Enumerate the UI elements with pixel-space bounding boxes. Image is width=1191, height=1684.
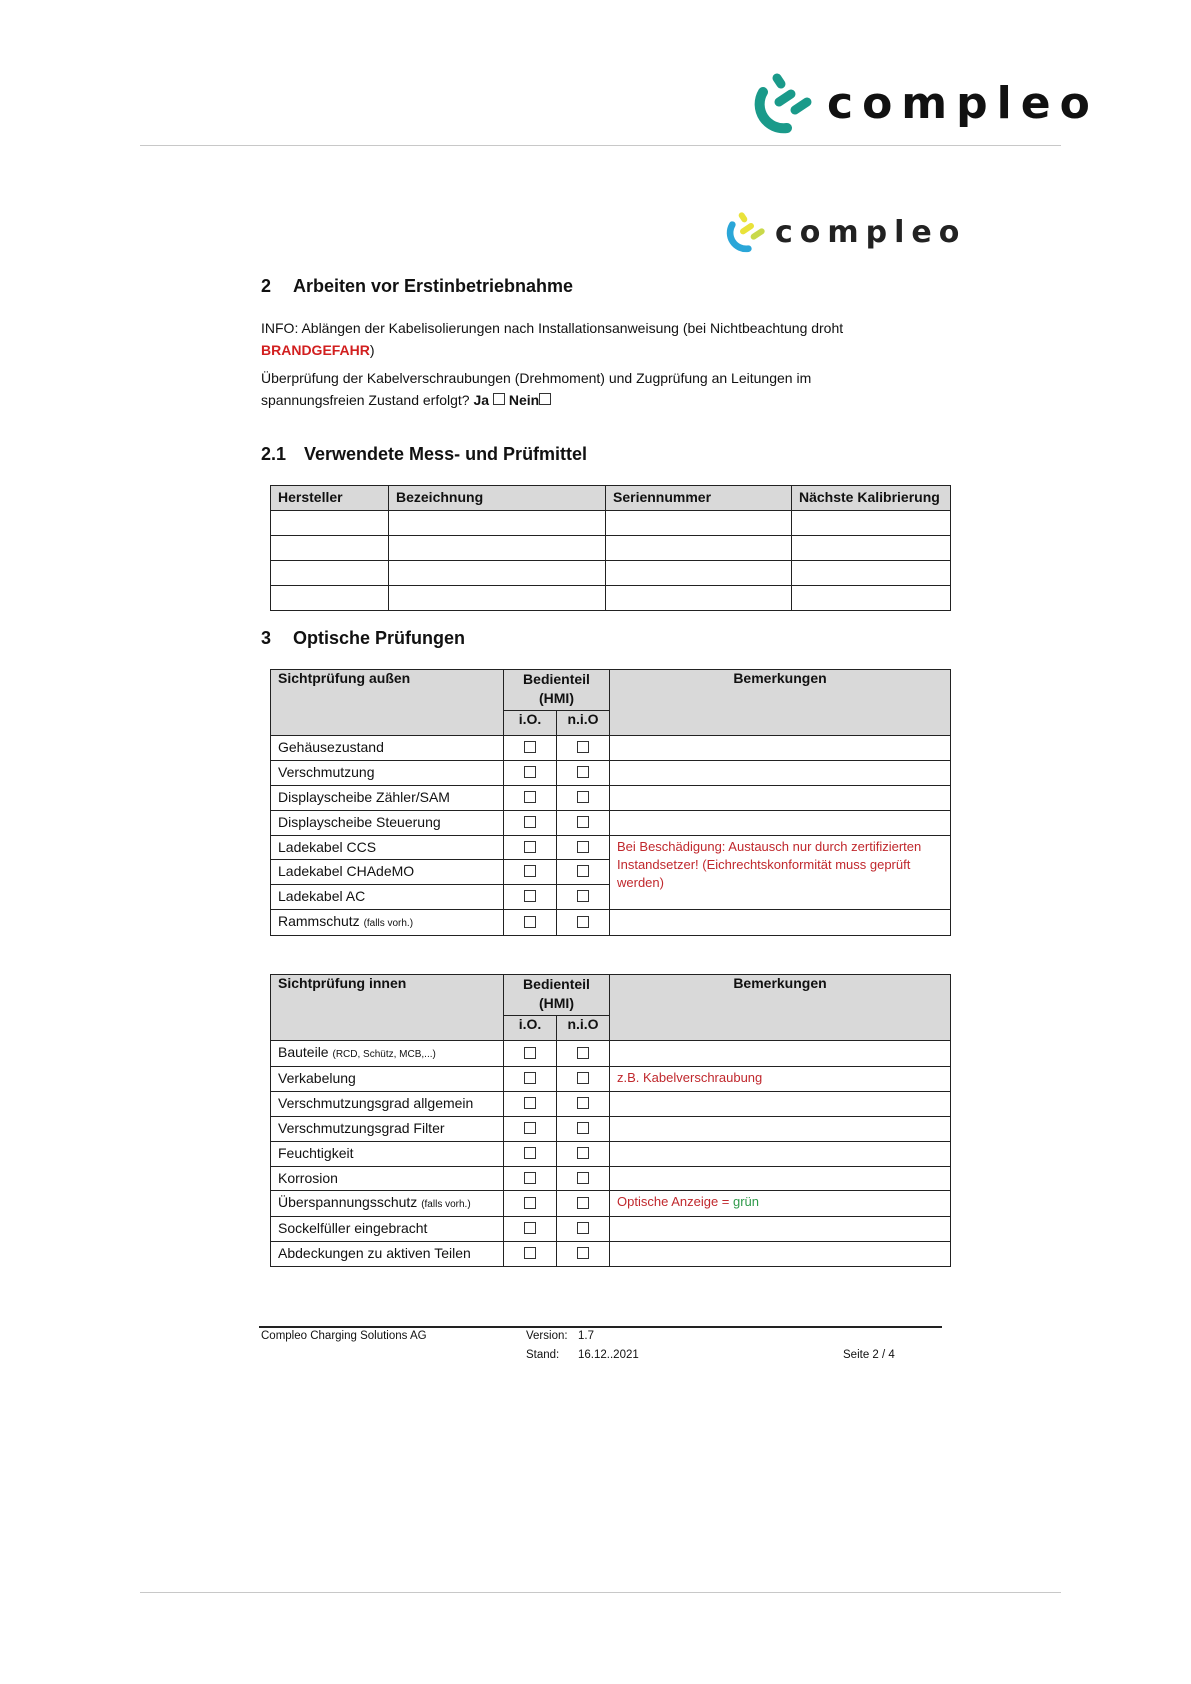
nio-checkbox[interactable] bbox=[557, 1242, 610, 1267]
io-checkbox[interactable] bbox=[504, 736, 557, 761]
logo-text: compleo bbox=[827, 77, 1099, 129]
col-hersteller: Hersteller bbox=[271, 486, 389, 511]
remark-cell[interactable] bbox=[610, 785, 951, 810]
nio-checkbox[interactable] bbox=[557, 736, 610, 761]
table-row bbox=[271, 1166, 951, 1191]
table-row bbox=[271, 736, 951, 761]
cell[interactable] bbox=[606, 511, 792, 536]
remark-cell[interactable] bbox=[610, 810, 951, 835]
item-label: Feuchtigkeit bbox=[271, 1141, 504, 1166]
remark-cell[interactable] bbox=[610, 760, 951, 785]
table-row bbox=[271, 1116, 951, 1141]
item-label: Bauteile (RCD, Schütz, MCB,...) bbox=[271, 1041, 504, 1067]
table-row bbox=[271, 785, 951, 810]
io-checkbox[interactable] bbox=[504, 810, 557, 835]
item-label: Verschmutzungsgrad allgemein bbox=[271, 1091, 504, 1116]
io-checkbox[interactable] bbox=[504, 835, 557, 860]
cell[interactable] bbox=[271, 511, 389, 536]
table-row bbox=[271, 1141, 951, 1166]
item-label: Ladekabel CHAdeMO bbox=[271, 860, 504, 885]
remark-cell[interactable]: Optische Anzeige = grün bbox=[610, 1191, 951, 1217]
nio-checkbox[interactable] bbox=[557, 1041, 610, 1067]
cell[interactable] bbox=[389, 586, 606, 611]
table-title: Sichtprüfung außen bbox=[271, 670, 504, 736]
remark-cell[interactable]: z.B. Kabelverschraubung bbox=[610, 1067, 951, 1092]
io-header: i.O. bbox=[504, 1016, 557, 1041]
nio-checkbox[interactable] bbox=[557, 860, 610, 885]
item-label: Überspannungsschutz (falls vorh.) bbox=[271, 1191, 504, 1217]
item-label: Rammschutz (falls vorh.) bbox=[271, 910, 504, 936]
col-seriennummer: Seriennummer bbox=[606, 486, 792, 511]
table-row bbox=[271, 536, 951, 561]
compleo-logo-icon bbox=[723, 210, 767, 254]
table-row bbox=[271, 511, 951, 536]
nio-checkbox[interactable] bbox=[557, 1067, 610, 1092]
cell[interactable] bbox=[792, 536, 951, 561]
remark-cell[interactable] bbox=[610, 1242, 951, 1267]
nio-checkbox[interactable] bbox=[557, 810, 610, 835]
remark-cell[interactable] bbox=[610, 1141, 951, 1166]
group-header: Bedienteil (HMI) bbox=[504, 670, 610, 711]
col-kalibrierung: Nächste Kalibrierung bbox=[792, 486, 951, 511]
cell[interactable] bbox=[389, 536, 606, 561]
io-checkbox[interactable] bbox=[504, 1091, 557, 1116]
item-label: Displayscheibe Steuerung bbox=[271, 810, 504, 835]
item-label: Verkabelung bbox=[271, 1067, 504, 1092]
table-row bbox=[271, 1217, 951, 1242]
nein-checkbox[interactable] bbox=[539, 393, 551, 405]
document-logo bbox=[723, 210, 966, 254]
item-label: Gehäusezustand bbox=[271, 736, 504, 761]
item-label: Sockelfüller eingebracht bbox=[271, 1217, 504, 1242]
table-row bbox=[271, 1067, 951, 1092]
table-title: Sichtprüfung innen bbox=[271, 975, 504, 1041]
remark-cell[interactable] bbox=[610, 910, 951, 936]
group-header: Bedienteil (HMI) bbox=[504, 975, 610, 1016]
table-row bbox=[271, 561, 951, 586]
nio-checkbox[interactable] bbox=[557, 1191, 610, 1217]
remarks-header: Bemerkungen bbox=[610, 670, 951, 736]
remark-cell[interactable] bbox=[610, 1091, 951, 1116]
outer-inspection-table bbox=[270, 669, 951, 936]
remark-cell[interactable] bbox=[610, 1116, 951, 1141]
nio-checkbox[interactable] bbox=[557, 910, 610, 936]
cell[interactable] bbox=[792, 561, 951, 586]
nio-checkbox[interactable] bbox=[557, 785, 610, 810]
compleo-logo-icon bbox=[749, 70, 815, 136]
table-row bbox=[271, 1191, 951, 1217]
footer-company: Compleo Charging Solutions AG bbox=[261, 1330, 427, 1342]
io-checkbox[interactable] bbox=[504, 1041, 557, 1067]
remark-cell[interactable] bbox=[610, 1041, 951, 1067]
cell[interactable] bbox=[606, 561, 792, 586]
io-checkbox[interactable] bbox=[504, 1067, 557, 1092]
section-21-heading: 2.1 Verwendete Mess- und Prüfmittel bbox=[261, 444, 588, 464]
item-label: Verschmutzungsgrad Filter bbox=[271, 1116, 504, 1141]
nio-header: n.i.O bbox=[557, 1016, 610, 1041]
remarks-header: Bemerkungen bbox=[610, 975, 951, 1041]
table-row bbox=[271, 760, 951, 785]
nio-header: n.i.O bbox=[557, 711, 610, 736]
instruments-table bbox=[270, 485, 951, 611]
footer-stand-label: Stand: bbox=[526, 1349, 560, 1361]
cell[interactable] bbox=[271, 586, 389, 611]
io-header: i.O. bbox=[504, 711, 557, 736]
table-row bbox=[271, 910, 951, 936]
item-label: Abdeckungen zu aktiven Teilen bbox=[271, 1242, 504, 1267]
cell[interactable] bbox=[792, 511, 951, 536]
logo-text: compleo bbox=[775, 214, 967, 250]
io-checkbox[interactable] bbox=[504, 1166, 557, 1191]
item-label: Ladekabel AC bbox=[271, 885, 504, 910]
item-label: Displayscheibe Zähler/SAM bbox=[271, 785, 504, 810]
remark-cell[interactable] bbox=[610, 1166, 951, 1191]
footer-version: 1.7 bbox=[578, 1330, 594, 1342]
table-row bbox=[271, 586, 951, 611]
cell[interactable] bbox=[389, 561, 606, 586]
cell[interactable] bbox=[606, 536, 792, 561]
nio-checkbox[interactable] bbox=[557, 885, 610, 910]
nio-checkbox[interactable] bbox=[557, 760, 610, 785]
io-checkbox[interactable] bbox=[504, 760, 557, 785]
io-checkbox[interactable] bbox=[504, 885, 557, 910]
info-text: INFO: Ablängen der Kabelisolierungen nach Installationsanweisung (bei Nichtbeachtung droht BRANDGEFAHR) bbox=[261, 320, 844, 358]
footer-version-label: Version: bbox=[526, 1330, 568, 1342]
remark-cell[interactable]: Bei Beschädigung: Austausch nur durch zertifizierten Instandsetzer! (Eichrechtskonformität muss geprüft werden) bbox=[610, 835, 951, 910]
section-3-heading: 3 Optische Prüfungen bbox=[261, 628, 466, 648]
nio-checkbox[interactable] bbox=[557, 1091, 610, 1116]
item-label: Ladekabel CCS bbox=[271, 835, 504, 860]
table-row bbox=[271, 1041, 951, 1067]
io-checkbox[interactable] bbox=[504, 1242, 557, 1267]
nio-checkbox[interactable] bbox=[557, 835, 610, 860]
io-checkbox[interactable] bbox=[504, 1116, 557, 1141]
io-checkbox[interactable] bbox=[504, 785, 557, 810]
footer-page: Seite 2 / 4 bbox=[843, 1349, 895, 1361]
io-checkbox[interactable] bbox=[504, 910, 557, 936]
cell[interactable] bbox=[389, 511, 606, 536]
io-checkbox[interactable] bbox=[504, 1141, 557, 1166]
cell[interactable] bbox=[606, 586, 792, 611]
nio-checkbox[interactable] bbox=[557, 1166, 610, 1191]
footer-stand: 16.12..2021 bbox=[578, 1349, 639, 1361]
col-bezeichnung: Bezeichnung bbox=[389, 486, 606, 511]
item-label: Verschmutzung bbox=[271, 760, 504, 785]
check-text: Überprüfung der Kabelverschraubungen (Drehmoment) und Zugprüfung an Leitungen im spannungsfreien Zustand erfolgt? Ja Nein bbox=[261, 370, 812, 408]
cell[interactable] bbox=[271, 536, 389, 561]
nio-checkbox[interactable] bbox=[557, 1217, 610, 1242]
remark-cell[interactable] bbox=[610, 736, 951, 761]
io-checkbox[interactable] bbox=[504, 1191, 557, 1217]
section-2-heading: 2 Arbeiten vor Erstinbetriebnahme bbox=[261, 276, 574, 296]
io-checkbox[interactable] bbox=[504, 1217, 557, 1242]
table-row bbox=[271, 835, 951, 860]
inner-inspection-table bbox=[270, 974, 951, 1267]
remark-cell[interactable] bbox=[610, 1217, 951, 1242]
item-label: Korrosion bbox=[271, 1166, 504, 1191]
table-row bbox=[271, 810, 951, 835]
cell[interactable] bbox=[792, 586, 951, 611]
page-bottom-divider bbox=[140, 1592, 1061, 1593]
nio-checkbox[interactable] bbox=[557, 1116, 610, 1141]
ja-checkbox[interactable] bbox=[493, 393, 505, 405]
nio-checkbox[interactable] bbox=[557, 1141, 610, 1166]
table-row bbox=[271, 1242, 951, 1267]
footer-divider bbox=[259, 1326, 942, 1328]
header-divider bbox=[140, 145, 1061, 146]
table-row bbox=[271, 1091, 951, 1116]
cell[interactable] bbox=[271, 561, 389, 586]
io-checkbox[interactable] bbox=[504, 860, 557, 885]
header-logo bbox=[749, 70, 1099, 136]
